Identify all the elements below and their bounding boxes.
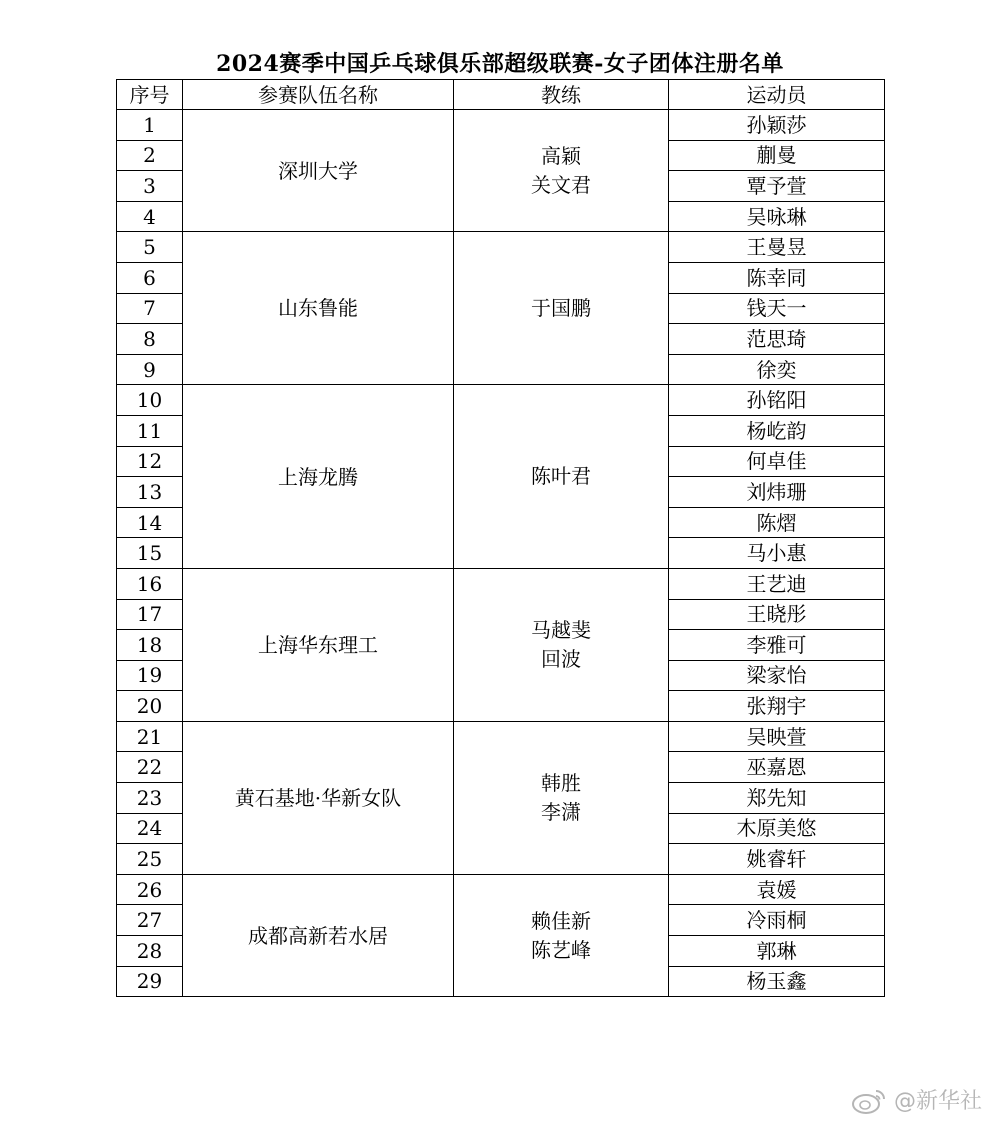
table-header-row xyxy=(117,80,885,110)
header-player: 运动员 xyxy=(669,80,885,110)
row-number: 22 xyxy=(117,752,183,783)
coach-name: 马越斐 xyxy=(531,617,591,642)
row-number: 10 xyxy=(117,385,183,416)
team-name: 上海华东理工 xyxy=(183,568,454,721)
table-row xyxy=(117,385,885,416)
row-number: 4 xyxy=(117,201,183,232)
row-number: 12 xyxy=(117,446,183,477)
player-name: 孙颖莎 xyxy=(669,110,885,141)
player-name: 蒯曼 xyxy=(669,140,885,171)
player-name: 范思琦 xyxy=(669,324,885,355)
table-row xyxy=(117,568,885,599)
player-name: 梁家怡 xyxy=(669,660,885,691)
registration-table xyxy=(116,79,885,997)
row-number: 21 xyxy=(117,721,183,752)
row-number: 20 xyxy=(117,691,183,722)
coach-name: 陈叶君 xyxy=(531,464,591,489)
header-team: 参赛队伍名称 xyxy=(183,80,454,110)
player-name: 王曼昱 xyxy=(669,232,885,263)
coach-cell xyxy=(454,721,669,874)
row-number: 3 xyxy=(117,171,183,202)
header-coach: 教练 xyxy=(454,80,669,110)
coach-name: 关文君 xyxy=(531,172,591,197)
coach-cell xyxy=(454,110,669,232)
player-name: 王晓彤 xyxy=(669,599,885,630)
document-title: 2024赛季中国乒乓球俱乐部超级联赛-女子团体注册名单 xyxy=(216,51,784,77)
player-name: 张翔宇 xyxy=(669,691,885,722)
weibo-logo-icon xyxy=(850,1085,890,1115)
player-name: 孙铭阳 xyxy=(669,385,885,416)
player-name: 吴咏琳 xyxy=(669,201,885,232)
player-name: 王艺迪 xyxy=(669,568,885,599)
team-name: 成都高新若水居 xyxy=(183,874,454,996)
row-number: 14 xyxy=(117,507,183,538)
row-number: 24 xyxy=(117,813,183,844)
coach-name: 高颖 xyxy=(541,143,581,168)
row-number: 29 xyxy=(117,966,183,997)
row-number: 6 xyxy=(117,262,183,293)
player-name: 陈熠 xyxy=(669,507,885,538)
player-name: 杨屹韵 xyxy=(669,415,885,446)
row-number: 5 xyxy=(117,232,183,263)
team-name: 黄石基地·华新女队 xyxy=(183,721,454,874)
player-name: 冷雨桐 xyxy=(669,905,885,936)
coach-cell xyxy=(454,385,669,569)
table-row xyxy=(117,110,885,141)
player-name: 吴映萱 xyxy=(669,721,885,752)
player-name: 巫嘉恩 xyxy=(669,752,885,783)
player-name: 刘炜珊 xyxy=(669,477,885,508)
player-name: 何卓佳 xyxy=(669,446,885,477)
player-name: 钱天一 xyxy=(669,293,885,324)
row-number: 7 xyxy=(117,293,183,324)
team-name: 上海龙腾 xyxy=(183,385,454,569)
coach-name: 于国鹏 xyxy=(531,295,591,320)
row-number: 9 xyxy=(117,354,183,385)
row-number: 23 xyxy=(117,783,183,814)
player-name: 姚睿轩 xyxy=(669,844,885,875)
row-number: 8 xyxy=(117,324,183,355)
watermark xyxy=(850,1084,982,1115)
coach-name: 赖佳新 xyxy=(531,908,591,933)
row-number: 17 xyxy=(117,599,183,630)
row-number: 25 xyxy=(117,844,183,875)
row-number: 28 xyxy=(117,936,183,967)
row-number: 1 xyxy=(117,110,183,141)
row-number: 11 xyxy=(117,415,183,446)
player-name: 木原美悠 xyxy=(669,813,885,844)
player-name: 覃予萱 xyxy=(669,171,885,202)
watermark-text: @新华社 xyxy=(893,1089,982,1114)
coach-name: 回波 xyxy=(541,646,581,671)
coach-cell xyxy=(454,232,669,385)
row-number: 26 xyxy=(117,874,183,905)
player-name: 陈幸同 xyxy=(669,262,885,293)
player-name: 马小惠 xyxy=(669,538,885,569)
player-name: 杨玉鑫 xyxy=(669,966,885,997)
player-name: 李雅可 xyxy=(669,630,885,661)
team-name: 山东鲁能 xyxy=(183,232,454,385)
coach-name: 陈艺峰 xyxy=(531,937,591,962)
player-name: 袁媛 xyxy=(669,874,885,905)
row-number: 27 xyxy=(117,905,183,936)
team-name: 深圳大学 xyxy=(183,110,454,232)
player-name: 郭琳 xyxy=(669,936,885,967)
coach-name: 韩胜 xyxy=(541,770,581,795)
player-name: 徐奕 xyxy=(669,354,885,385)
row-number: 19 xyxy=(117,660,183,691)
table-row xyxy=(117,874,885,905)
table-body xyxy=(117,110,885,997)
player-name: 郑先知 xyxy=(669,783,885,814)
table-row xyxy=(117,721,885,752)
coach-name: 李潇 xyxy=(541,799,581,824)
table-row xyxy=(117,232,885,263)
coach-cell xyxy=(454,568,669,721)
row-number: 2 xyxy=(117,140,183,171)
row-number: 16 xyxy=(117,568,183,599)
row-number: 13 xyxy=(117,477,183,508)
header-no: 序号 xyxy=(117,80,183,110)
coach-cell xyxy=(454,874,669,996)
row-number: 18 xyxy=(117,630,183,661)
row-number: 15 xyxy=(117,538,183,569)
